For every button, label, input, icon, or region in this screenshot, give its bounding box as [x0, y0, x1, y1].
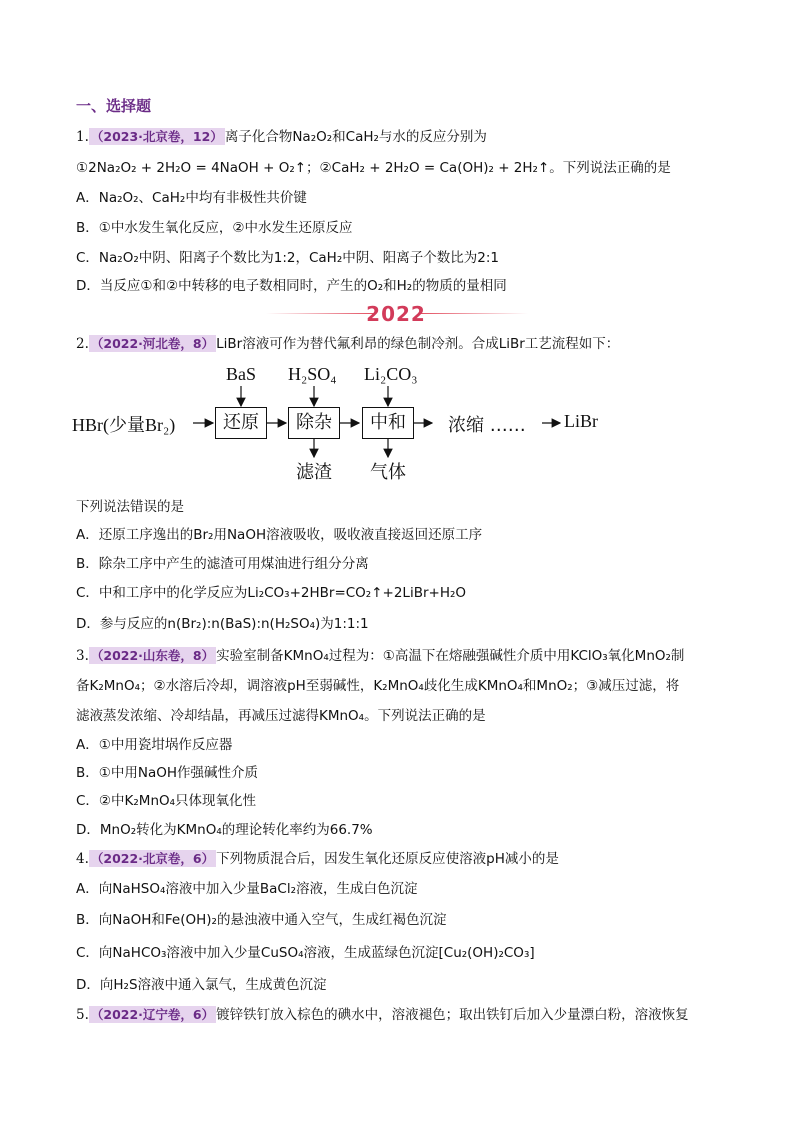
step-reduction-box: 还原	[215, 407, 267, 439]
flow-concentrate: 浓缩 ……	[448, 415, 526, 436]
q2-source-tag: （2022·河北卷，8）	[90, 336, 215, 351]
q5-number: 5.	[76, 1007, 89, 1023]
step-purification-box: 除杂	[288, 407, 340, 439]
q5-source-tag: （2022·辽宁卷，6）	[90, 1007, 215, 1022]
q4-source-tag: （2022·北京卷，6）	[90, 851, 215, 866]
q4-stem: 下列物质混合后，因发生氧化还原反应使溶液pH减小的是	[216, 851, 559, 867]
q4-option-a: A．向NaHSO₄溶液中加入少量BaCl₂溶液，生成白色沉淀	[76, 881, 418, 897]
q4-option-c: C．向NaHCO₃溶液中加入少量CuSO₄溶液，生成蓝绿色沉淀[Cu₂(OH)₂CO₃]	[76, 945, 535, 961]
q3-option-d: D．MnO₂转化为KMnO₄的理论转化率约为66.7%	[76, 822, 373, 838]
q1-source-tag: （2023·北京卷，12）	[90, 129, 223, 144]
year-label: 2022	[366, 302, 426, 326]
q4-option-b: B．向NaOH和Fe(OH)₂的悬浊液中通入空气，生成红褐色沉淀	[76, 912, 447, 928]
q1-number: 1.	[76, 129, 89, 145]
q2-option-a: A．还原工序逸出的Br₂用NaOH溶液吸收，吸收液直接返回还原工序	[76, 527, 483, 543]
q1-option-b: B．①中水发生氧化反应，②中水发生还原反应	[76, 220, 353, 236]
q1-stem: 离子化合物Na₂O₂和CaH₂与水的反应分别为	[224, 129, 487, 145]
q1-option-a: A．Na₂O₂、CaH₂中均有非极性共价键	[76, 190, 307, 206]
q2-question: 下列说法错误的是	[76, 499, 184, 515]
q3-line-2: 备K₂MnO₄；②水溶后冷却，调溶液pH至弱碱性，K₂MnO₄歧化生成KMnO₄和MnO₂；③减压过滤，将	[76, 678, 680, 694]
output-residue: 滤渣	[296, 462, 332, 483]
q1-header	[76, 127, 487, 147]
year-divider	[76, 302, 716, 324]
step-neutralization-box: 中和	[362, 407, 414, 439]
q2-option-b: B．除杂工序中产生的滤渣可用煤油进行组分分离	[76, 556, 369, 572]
q3-source-tag: （2022·山东卷，8）	[90, 648, 215, 663]
q5-header	[76, 1005, 689, 1025]
process-flow-diagram	[72, 360, 636, 490]
q2-option-c: C．中和工序中的化学反应为Li₂CO₃+2HBr=CO₂↑+2LiBr+H₂O	[76, 585, 467, 601]
section-title: 一、选择题	[76, 97, 152, 115]
q2-header	[76, 334, 619, 354]
q5-stem: 镀锌铁钉放入棕色的碘水中，溶液褪色；取出铁钉后加入少量漂白粉，溶液恢复	[216, 1007, 689, 1023]
flow-input: HBr(少量Br₂)	[72, 415, 176, 435]
q1-option-c: C．Na₂O₂中阴、阳离子个数比为1:2，CaH₂中阴、阳离子个数比为2:1	[76, 250, 499, 266]
output-gas: 气体	[370, 462, 406, 483]
reagent-bas: BaS	[226, 364, 257, 384]
q1-reactions: ①2Na₂O₂ + 2H₂O = 4NaOH + O₂↑；②CaH₂ + 2H₂O = Ca(OH)₂ + 2H₂↑。下列说法正确的是	[76, 160, 671, 176]
q2-number: 2.	[76, 336, 89, 352]
q4-header	[76, 849, 559, 869]
q3-number: 3.	[76, 648, 89, 664]
q4-option-d: D．向H₂S溶液中通入氯气，生成黄色沉淀	[76, 977, 327, 993]
q1-option-d: D．当反应①和②中转移的电子数相同时，产生的O₂和H₂的物质的量相同	[76, 278, 507, 294]
q3-option-a: A．①中用瓷坩埚作反应器	[76, 737, 233, 753]
q4-number: 4.	[76, 851, 89, 867]
q3-line-1: 实验室制备KMnO₄过程为：①高温下在熔融强碱性介质中用KClO₃氧化MnO₂制	[216, 648, 685, 664]
reagent-h2so4: H₂SO₄	[288, 364, 337, 384]
q3-option-c: C．②中K₂MnO₄只体现氧化性	[76, 793, 257, 809]
flow-product: LiBr	[564, 411, 598, 431]
q3-option-b: B．①中用NaOH作强碱性介质	[76, 765, 259, 781]
q3-line-3: 滤液蒸发浓缩、冷却结晶，再减压过滤得KMnO₄。下列说法正确的是	[76, 708, 486, 724]
q2-option-d: D．参与反应的n(Br₂):n(BaS):n(H₂SO₄)为1:1:1	[76, 616, 369, 632]
q2-stem: LiBr溶液可作为替代氟利昂的绿色制冷剂。合成LiBr工艺流程如下：	[216, 336, 620, 352]
q3-header	[76, 646, 684, 666]
reagent-li2co3: Li₂CO₃	[364, 364, 418, 384]
